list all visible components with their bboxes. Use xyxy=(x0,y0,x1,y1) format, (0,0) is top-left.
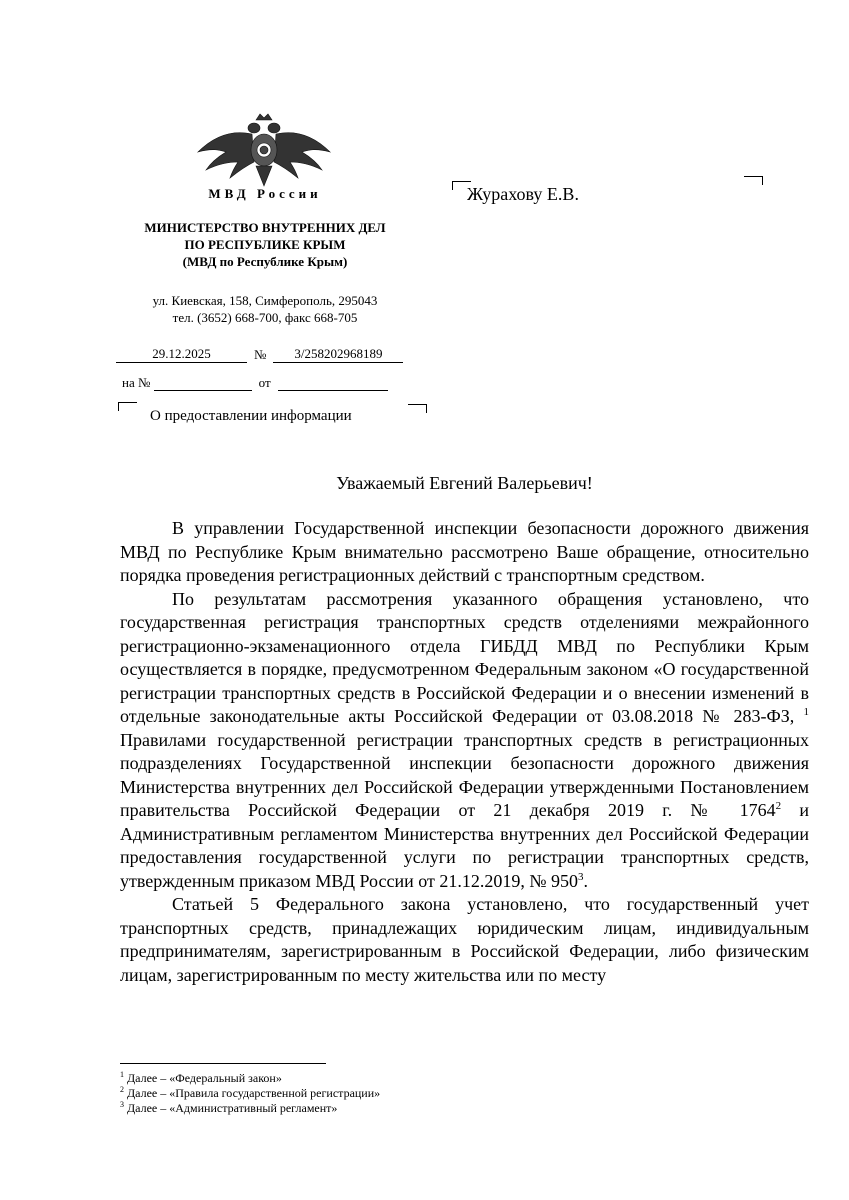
footnote-mark: 3 xyxy=(120,1100,124,1109)
reply-line xyxy=(122,374,388,391)
org-short-name: МВД России xyxy=(208,186,322,201)
number-label: № xyxy=(254,347,267,362)
reply-label: на № xyxy=(122,375,151,390)
footnote-text: Далее – «Правила государственной регистрации» xyxy=(127,1086,381,1100)
footnote-text: Далее – «Федеральный закон» xyxy=(127,1071,282,1085)
footnote xyxy=(120,1086,380,1101)
registration-line xyxy=(116,346,403,363)
footnote xyxy=(120,1101,380,1116)
paragraph xyxy=(120,588,809,894)
footnote-ref: 3 xyxy=(578,870,584,883)
org-name-line: ПО РЕСПУБЛИКЕ КРЫМ xyxy=(184,237,346,252)
greeting: Уважаемый Евгений Валерьевич! xyxy=(336,473,593,493)
footnotes xyxy=(120,1071,380,1116)
registration-number: 3/258202968189 xyxy=(273,346,403,363)
registration-date: 29.12.2025 xyxy=(116,346,247,363)
org-phone: тел. (3652) 668-700, факс 668-705 xyxy=(172,310,358,325)
org-full-name xyxy=(120,219,410,270)
eagle-emblem-icon xyxy=(194,112,334,188)
footnote-mark: 2 xyxy=(120,1085,124,1094)
paragraph-text: Правилами государственной регистрации транспортных средств в регистрационных подразделениях Государственной инспекции безопасности дорожного движения Министерства внутренних дел Российской Федерации утвержденными Постановлением правительства Российской Федерации от 21 декабря 2019 г. № 1764 xyxy=(120,729,809,820)
letter-body xyxy=(120,517,809,987)
org-address-block xyxy=(120,292,410,326)
paragraph: В управлении Государственной инспекции безопасности дорожного движения МВД по Республике Крым внимательно рассмотрено Ваше обращение, относительно порядка проведения регистрационных действий с транспортным средством. xyxy=(120,518,809,585)
paragraph-text: и Административным регламентом Министерства внутренних дел Российской Федерации предоставления государственной услуги по регистрации транспортных средств, утвержденным приказом МВД России от 21.12.2019, № 950 xyxy=(120,800,810,891)
org-name-line: (МВД по Республике Крым) xyxy=(182,254,348,269)
bracket-mark xyxy=(118,402,137,411)
subject-line: О предоставлении информации xyxy=(150,408,352,424)
org-address: ул. Киевская, 158, Симферополь, 295043 xyxy=(152,293,378,308)
paragraph-text: По результатам рассмотрения указанного обращения установлено, что государственная регистрация транспортных средств отделениями межрайонного регистрационно-экзаменационного отдела ГИБДД МВД по Республики Крым осуществляется в порядке, предусмотренном Федеральным законом «О государственной регистрации транспортных средств в Российской Федерации и о внесении изменений в отдельные законодательные акты Российской Федерации от 03.08.2018 № 283-ФЗ, xyxy=(120,588,809,726)
mvd-emblem xyxy=(194,112,334,188)
addressee: Журахову Е.В. xyxy=(467,184,579,204)
org-name-line: МИНИСТЕРСТВО ВНУТРЕННИХ ДЕЛ xyxy=(144,220,386,235)
footnote-mark: 1 xyxy=(120,1070,124,1079)
reply-date xyxy=(278,374,388,391)
footnote-ref: 1 xyxy=(803,706,809,718)
footnote-ref: 2 xyxy=(775,800,782,812)
bracket-mark xyxy=(408,404,427,413)
reply-number xyxy=(154,374,252,391)
paragraph-text: . xyxy=(583,870,589,891)
paragraph: Статьей 5 Федерального закона установлено, что государственный учет транспортных средств, принадлежащих юридическим лицам, индивидуальным предпринимателям, зарегистрированным в Российской Федерации, либо физическим лицам, зарегистрированным по месту жительства или по месту xyxy=(120,894,809,985)
from-label: от xyxy=(258,375,271,390)
footnote-text: Далее – «Административный регламент» xyxy=(127,1101,338,1115)
bracket-mark xyxy=(744,176,763,185)
footnote xyxy=(120,1071,380,1086)
footnote-divider xyxy=(120,1063,326,1064)
